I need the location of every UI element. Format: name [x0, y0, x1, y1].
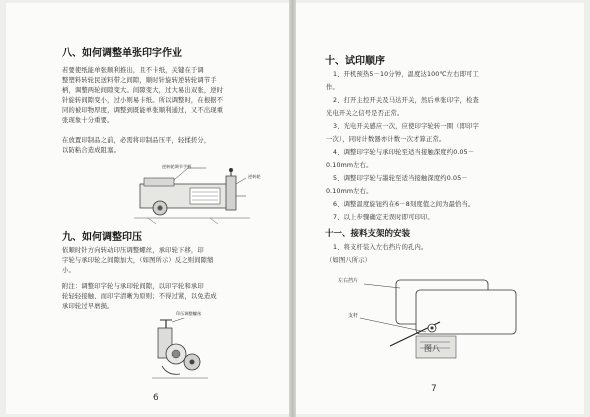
section10-line: 0.10mm左右。: [326, 162, 373, 169]
section9-line: 承印轮过早磨损。: [62, 303, 114, 310]
section10-line: 0.10mm左右。: [326, 188, 373, 195]
figure-label-baffle: 左右挡片: [338, 278, 359, 284]
page-number-right: 7: [431, 384, 437, 394]
figure-label-screw: 印压调整螺丝: [176, 311, 202, 316]
section10-line: 4、调整印字轮与承印轮至适当接触深度约0.05－: [333, 149, 475, 156]
section10-line: 3、光电开关感应一次，应使印字轮转一圈（即印字: [333, 123, 479, 130]
section9-line: 附注：调整印字轮与承印轮间隙，以印字轮和承印: [62, 283, 204, 290]
page-number-left: 6: [153, 393, 159, 403]
figure-label-rod: 支杆: [348, 313, 359, 319]
section8-line: 柄，调整两轮间隙变大。间隙变大，过大易出双张，逆时: [62, 87, 224, 94]
section11-line: 1、将支杆装入左右挡片的孔内。: [333, 244, 428, 251]
figure-label-handle: 逆转轮调节手柄: [162, 164, 192, 169]
section10-line: 作。: [326, 84, 339, 91]
section10-line: 光电开关之信号是否正常。: [326, 110, 404, 117]
section8-line: 若要使纸能单张顺利推出，且不卡纸，关键在于调: [62, 67, 204, 74]
figure-caption: 图八: [424, 344, 440, 353]
section10-line: 5、调整印字轮与墨轮至适当接触深度约0.05－: [333, 175, 468, 182]
section9-heading: 九、如何调整印压: [62, 232, 142, 243]
section11-heading: 十一、接料支架的安装: [325, 229, 411, 239]
section8-line: 同的被印物厚度，调整到既能单张顺利通过，又不出现重: [62, 107, 224, 114]
section8-line: 在放置印制品之前，必需将印制品压平，轻揉搓分，: [62, 137, 211, 144]
section10-line: 一次），同时计数器亦计数一次才算正常。: [326, 136, 446, 143]
section9-line: 依顺时针方向转动印压调整螺丝，承印轮下移，印: [62, 247, 204, 254]
section9-line: 字轮与承印轮之间隙加大，（如图所示）反之则间隙缩: [62, 257, 214, 264]
section8-line: 以防粘合造成阻塞。: [62, 147, 121, 154]
book-gutter: [289, 0, 296, 417]
section10-line: 1、开机预热5－10分钟，温度达100℃左右即可工: [333, 71, 479, 78]
section10-line: 2、打开主控开关及马达开关，然后单张印字，检查: [333, 97, 479, 104]
figure-label-roller: 逆转轮: [248, 174, 261, 179]
pressure-adjust-figure: [138, 318, 218, 384]
section10-line: 6、调整温度旋钮约在6－8刻度值之间为最恰当。: [333, 201, 475, 208]
roller-adjust-figure: [130, 162, 260, 228]
section8-line: 针旋转间隙变小，过小则易卡纸。所以调整时，在根据不: [62, 97, 224, 104]
section10-line: 7、以上步骤确定无误时即可印印。: [333, 214, 434, 221]
section8-line: 张现象十分重要。: [62, 117, 114, 124]
section8-heading: 八、如何调整单张印字作业: [62, 48, 182, 59]
section9-line: 轮轻轻接触、而印字清晰为原则；不得过紧，以免造成: [62, 293, 217, 300]
section9-line: 小。: [62, 267, 75, 274]
section11-line: （如图八所示）: [326, 257, 372, 264]
section10-heading: 十、试印顺序: [325, 56, 385, 67]
section8-line: 整塑料转轮民送料带之间隙，顺时针旋转逆转轮调节手: [62, 77, 217, 84]
